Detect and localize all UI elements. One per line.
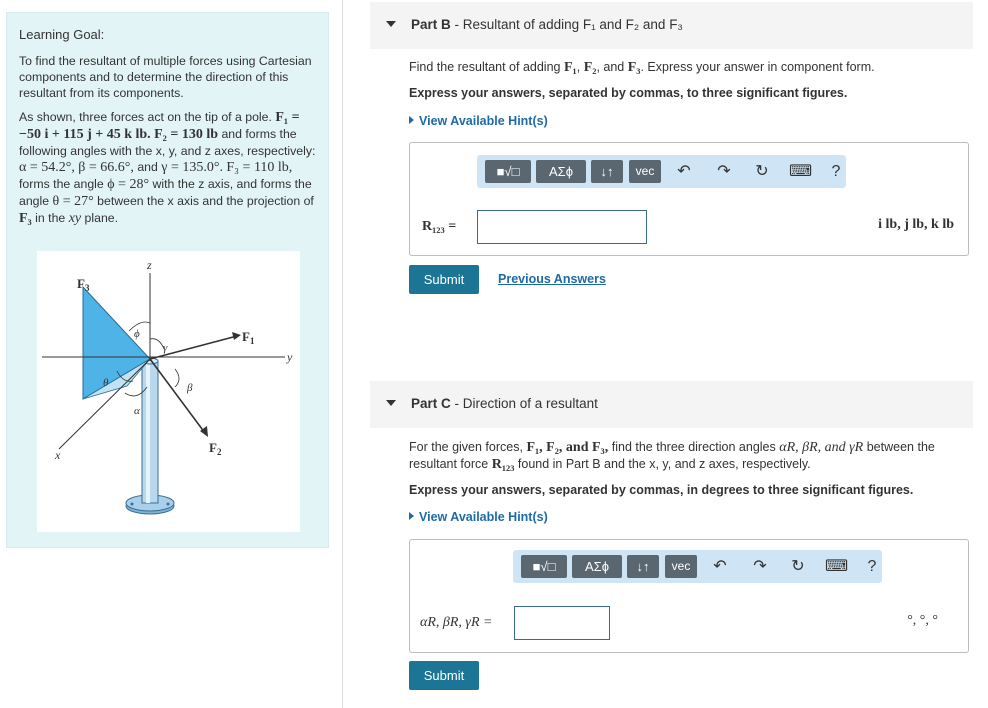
undo-icon[interactable]: ↶: [677, 163, 691, 180]
beta-label: β: [187, 382, 193, 394]
f3-label: F: [77, 276, 85, 291]
greek-symbols-button[interactable]: ΑΣϕ: [536, 160, 586, 183]
templates-button[interactable]: ■√□: [485, 160, 531, 183]
part-b-header[interactable]: [370, 2, 973, 49]
f2-equation: F₂ = 130 lb: [154, 127, 219, 142]
part-c-math-toolbar: [513, 550, 882, 583]
force-diagram: [37, 251, 300, 532]
part-c-units: °, °, °: [907, 613, 938, 628]
desc-phi: with the z axis, and forms the angle: [19, 177, 312, 208]
part-b-title-text: Resultant of adding F₁ and F₂ and F₃: [462, 17, 683, 32]
part-c-text1-post: between: [866, 440, 914, 454]
xy-label: xy: [68, 211, 82, 226]
desc-intro: As shown, three forces act on the tip of a pole.: [19, 110, 272, 124]
theta-equation: θ = 27°: [52, 194, 94, 209]
x-axis-label: x: [55, 448, 61, 462]
part-b-title: Part B - Resultant of adding F₁ and F₂ and F₃: [411, 17, 683, 32]
part-c-text1-pre: For the given forces,: [409, 440, 523, 454]
redo-icon[interactable]: ↷: [717, 163, 731, 180]
part-b-and: and: [603, 60, 625, 74]
part-b-answer-input[interactable]: [477, 210, 647, 244]
part-c-angles: αR, βR, and γR: [779, 440, 864, 455]
part-c-instruction: Express your answers, separated by commas, in degrees to three significant figures.: [409, 483, 914, 497]
part-c-lhs: αR, βR, γR =: [420, 615, 493, 630]
part-c-question: [409, 439, 969, 473]
part-c-title-text: Direction of a resultant: [462, 396, 598, 411]
part-b-question: Find the resultant of adding F₁, F₂, and F₃. Express your answer in component form.: [409, 60, 875, 75]
keyboard-icon[interactable]: ⌨: [825, 558, 849, 575]
subscript-superscript-button[interactable]: ↓↑: [627, 555, 659, 578]
f2-label: F: [209, 440, 217, 455]
part-c-hint-text: View Available Hint(s): [419, 510, 548, 524]
and-word: and: [137, 160, 158, 174]
vector-button[interactable]: vec: [629, 160, 661, 183]
svg-text:F3: [77, 276, 90, 293]
part-b-lhs: R₁₂₃ =: [422, 219, 457, 234]
collapse-triangle-icon[interactable]: [386, 400, 396, 406]
plane-word: plane.: [84, 211, 119, 225]
column-divider: [342, 0, 343, 708]
svg-text:F2: [209, 440, 222, 457]
y-axis-label: y: [287, 350, 293, 364]
undo-icon[interactable]: ↶: [713, 558, 727, 575]
alpha-label: α: [134, 405, 140, 417]
part-c-r123: R₁₂₃: [491, 457, 515, 472]
f1-label: F: [242, 329, 250, 344]
keyboard-icon[interactable]: ⌨: [789, 163, 813, 180]
gamma-equation: γ = 135.0°.: [161, 160, 223, 175]
part-b-label: Part B: [411, 17, 451, 32]
previous-answers-link[interactable]: Previous Answers: [498, 272, 606, 286]
part-c-answer-input[interactable]: [514, 606, 610, 640]
part-c-text1-mid: find the three direction angles: [611, 440, 776, 454]
desc-angles: and forms the following angles with the x, y, and z axes, respectively:: [19, 127, 316, 158]
learning-goal-panel: [6, 12, 329, 548]
phi-equation: ϕ = 28°: [107, 177, 150, 192]
part-b-instruction: Express your answers, separated by commas, to three significant figures.: [409, 86, 848, 100]
theta-label: θ: [103, 377, 109, 389]
beta-equation: β = 66.6°,: [78, 160, 134, 175]
f3-projection: F₃: [19, 211, 32, 226]
reset-icon[interactable]: ↻: [755, 163, 769, 180]
part-b-submit-button[interactable]: Submit: [409, 265, 479, 294]
gamma-label: γ: [163, 342, 168, 354]
templates-button[interactable]: ■√□: [521, 555, 567, 578]
z-axis-label: z: [147, 258, 152, 272]
f2-label-sub: 2: [216, 447, 222, 457]
part-b-f3: F₃: [627, 60, 641, 75]
vector-button[interactable]: vec: [665, 555, 697, 578]
alpha-equation: α = 54.2°,: [19, 160, 75, 175]
learning-goal-title: Learning Goal:: [19, 27, 105, 42]
part-b-answer-box: [409, 142, 969, 256]
collapse-triangle-icon[interactable]: [386, 21, 396, 27]
part-b-text-pre: Find the resultant of adding: [409, 60, 561, 74]
hint-caret-icon: [409, 116, 414, 124]
part-c-hint-link[interactable]: [409, 510, 548, 524]
desc-theta: between the x axis and the projection of: [97, 194, 314, 208]
f3-equation: F₃ = 110 lb,: [226, 160, 293, 175]
part-c-title: Part C - Direction of a resultant: [411, 396, 598, 411]
part-c-label: Part C: [411, 396, 451, 411]
part-b-units: i lb, j lb, k lb: [878, 217, 954, 232]
f3-label-sub: 3: [84, 283, 90, 293]
part-c-text2-post: found in Part B and the x, y, and z axes, respectively.: [517, 457, 811, 471]
part-b-text-post: . Express your answer in component form.: [640, 60, 875, 74]
f1-label-sub: 1: [249, 336, 255, 346]
part-b-math-toolbar: [477, 155, 846, 188]
desc-plane: in the: [35, 211, 66, 225]
greek-symbols-button[interactable]: ΑΣϕ: [572, 555, 622, 578]
subscript-superscript-button[interactable]: ↓↑: [591, 160, 623, 183]
part-c-header[interactable]: [370, 381, 973, 428]
desc-f3: forms the angle: [19, 177, 104, 191]
part-c-answer-box: [409, 539, 969, 653]
reset-icon[interactable]: ↻: [791, 558, 805, 575]
part-b-hint-link[interactable]: [409, 114, 548, 128]
phi-label: ϕ: [134, 328, 140, 340]
force-diagram-svg: [37, 251, 300, 532]
f1-equation: F₁ = −50 i + 115 j + 45 k lb.: [19, 110, 300, 142]
part-c-submit-button[interactable]: Submit: [409, 661, 479, 690]
learning-goal-text: To find the resultant of multiple forces using Cartesian components and to determine the direction of this resultant from its components.: [19, 54, 312, 100]
hint-caret-icon: [409, 512, 414, 520]
part-b-hint-text: View Available Hint(s): [419, 114, 548, 128]
redo-icon[interactable]: ↷: [753, 558, 767, 575]
part-c-forces: F₁, F₂, and F₃,: [526, 440, 609, 455]
svg-text:F1: [242, 329, 255, 346]
help-icon[interactable]: ?: [831, 163, 841, 180]
part-b-f2: F₂: [583, 60, 597, 75]
part-b-f1: F₁: [563, 60, 577, 75]
part-c-text2-pre: the resultant force: [409, 440, 935, 471]
problem-description: [19, 109, 319, 227]
help-icon[interactable]: ?: [867, 558, 877, 575]
